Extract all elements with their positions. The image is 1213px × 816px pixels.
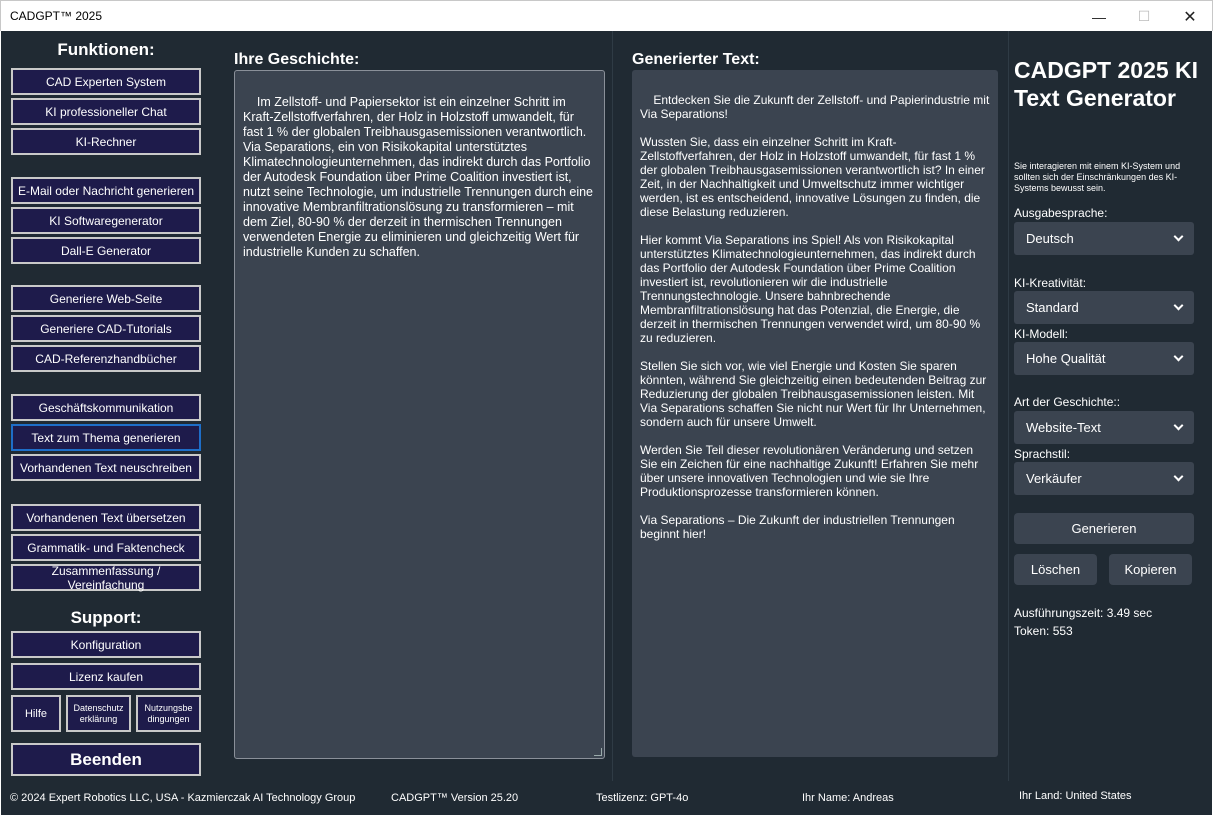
chevron-down-icon (1174, 301, 1184, 311)
user-country-text: Ihr Land: United States (1019, 790, 1132, 802)
terms-button[interactable]: Nutzungsbe dingungen (136, 695, 201, 732)
style-value: Verkäufer (1026, 471, 1082, 486)
panel-title: CADGPT 2025 KI Text Generator (1014, 57, 1199, 111)
model-select[interactable] (1014, 342, 1194, 375)
language-select[interactable] (1014, 222, 1194, 255)
version-text: CADGPT™ Version 25.20 (391, 792, 519, 804)
support-heading: Support: (70, 608, 142, 627)
close-button[interactable]: ✕ (1183, 8, 1197, 26)
copy-button[interactable]: Kopieren (1109, 554, 1192, 585)
model-label: KI-Modell: (1014, 327, 1069, 341)
rewrite-text-button[interactable]: Vorhandenen Text neuschreiben (11, 454, 201, 481)
creativity-value: Standard (1026, 300, 1079, 315)
sidebar (1, 31, 211, 781)
clear-button[interactable]: Löschen (1014, 554, 1097, 585)
buy-license-button[interactable]: Lizenz kaufen (11, 663, 201, 690)
maximize-button[interactable]: ☐ (1137, 8, 1151, 24)
chevron-down-icon (1174, 232, 1184, 242)
style-select[interactable] (1014, 462, 1194, 495)
ai-disclaimer: Sie interagieren mit einem KI-System und sollten sich der Einschränkungen des KI-Systems bewusst sein. (1014, 161, 1181, 193)
functions-heading: Funktionen: (57, 40, 155, 59)
topic-text-button[interactable]: Text zum Thema generieren (11, 424, 201, 451)
copyright-text: © 2024 Expert Robotics LLC, USA - Kazmierczak AI Technology Group (10, 792, 356, 804)
language-value: Deutsch (1026, 231, 1074, 246)
email-generator-button[interactable]: E-Mail oder Nachricht generieren (11, 177, 201, 204)
minimize-button[interactable]: — (1092, 8, 1106, 25)
app-body (1, 31, 1212, 815)
panel-divider (1008, 31, 1009, 781)
ai-calculator-button[interactable]: KI-Rechner (11, 128, 201, 155)
model-value: Hohe Qualität (1026, 351, 1106, 366)
story-type-select[interactable] (1014, 411, 1194, 444)
exit-button[interactable]: Beenden (11, 743, 201, 776)
help-button[interactable]: Hilfe (11, 695, 61, 732)
execution-time: Ausführungszeit: 3.49 sec (1014, 606, 1153, 620)
style-label: Sprachstil: (1014, 447, 1071, 461)
story-text: Im Zellstoff- und Papiersektor ist ein einzelner Schritt im Kraft-Zellstoffverfahren, der Holz in Holzstoff umwandelt, für fast 1 % der globalen Treibhausgasemissionen verantwortlich. Via Separations, ein von Risikokapital unterstütztes Klimatechnologieunternehmen, das indirekt durch das Portfolio der Autodesk Foundation über Prime Coalition investiert ist, nutzt seine Technologie, um industrielle Trennungen durch eine innovative Membranfiltrationslösung zu transformieren – mit dem Ziel, 80-90 % der derzeit in thermischen Trennungen verwendeten Energie zu eliminieren und gleichzeitig Wert für industrielle Kunden zu schaffen. (243, 95, 597, 259)
generated-text: Entdecken Sie die Zukunft der Zellstoff- und Papierindustrie mit Via Separations! Wussten Sie, dass ein einzelner Schritt im Kraft-Zellstoffverfahren, der Holz in Holzstoff umwandelt, für fast 1 % der globalen Treibhausgasemissionen verantwortlich ist? In einer Zeit, in der Nachhaltigkeit und Umweltschutz immer wichtiger werden, ist es entscheidend, innovative Lösungen zu finden, die diese Belastung reduzieren. Hier kommt Via Separations ins Spiel! Als von Risikokapital unterstütztes Klimatechnologieunternehmen, das indirekt durch das Portfolio der Autodesk Foundation über Prime Coalition investiert ist, revolutionieren wir die industrielle Trennungstechnologie. Unsere bahnbrechende Membranfiltrationslösung hat das Potenzial, die Energie, die derzeit in thermischen Trennungen verwendet wird, um 80-90 % zu reduzieren. Stellen Sie sich vor, wie viel Energie und Kosten Sie sparen könnten, während Sie gleichzeitig einen bedeutenden Beitrag zur Reduzierung der globalen Treibhausgasemissionen leisten. Mit Via Separations schaffen Sie nicht nur Wert für Ihr Unternehmen, sondern auch für unsere Umwelt. Werden Sie Teil dieser revolutionären Veränderung und setzen Sie ein Zeichen für eine nachhaltige Zukunft! Erfahren Sie mehr über unsere innovativen Technologien und wie sie Ihre Produktionsprozesse transformieren können. Via Separations – Die Zukunft der industriellen Trennungen beginnt hier! (640, 93, 990, 541)
chevron-down-icon (1174, 352, 1184, 362)
privacy-button[interactable]: Datenschutz erklärung (66, 695, 131, 732)
story-textarea[interactable] (234, 70, 605, 759)
story-type-label: Art der Geschichte:: (1014, 395, 1121, 409)
generate-button[interactable]: Generieren (1014, 513, 1194, 544)
creativity-label: KI-Kreativität: (1014, 276, 1087, 290)
ai-pro-chat-button[interactable]: KI professioneller Chat (11, 98, 201, 125)
business-communication-button[interactable]: Geschäftskommunikation (11, 394, 201, 421)
license-text: Testlizenz: GPT-4o (596, 792, 689, 804)
generated-label: Generierter Text: (632, 51, 760, 68)
window-title: CADGPT™ 2025 (10, 9, 103, 23)
translate-text-button[interactable]: Vorhandenen Text übersetzen (11, 504, 201, 531)
language-label: Ausgabesprache: (1014, 206, 1108, 220)
software-generator-button[interactable]: KI Softwaregenerator (11, 207, 201, 234)
chevron-down-icon (1174, 421, 1184, 431)
story-label: Ihre Geschichte: (234, 51, 360, 68)
chevron-down-icon (1174, 472, 1184, 482)
configuration-button[interactable]: Konfiguration (11, 631, 201, 658)
window-titlebar (0, 0, 1213, 31)
resize-grip-icon[interactable] (594, 748, 602, 756)
generated-textarea[interactable] (632, 70, 998, 757)
story-type-value: Website-Text (1026, 420, 1101, 435)
dalle-generator-button[interactable]: Dall-E Generator (11, 237, 201, 264)
cad-expert-system-button[interactable]: CAD Experten System (11, 68, 201, 95)
cad-tutorials-button[interactable]: Generiere CAD-Tutorials (11, 315, 201, 342)
summary-button[interactable]: Zusammenfassung / Vereinfachung (11, 564, 201, 591)
cad-reference-button[interactable]: CAD-Referenzhandbücher (11, 345, 201, 372)
user-name-text: Ihr Name: Andreas (802, 792, 894, 804)
token-count: Token: 553 (1014, 624, 1073, 638)
website-generator-button[interactable]: Generiere Web-Seite (11, 285, 201, 312)
grammar-check-button[interactable]: Grammatik- und Faktencheck (11, 534, 201, 561)
column-divider (612, 31, 613, 781)
creativity-select[interactable] (1014, 291, 1194, 324)
